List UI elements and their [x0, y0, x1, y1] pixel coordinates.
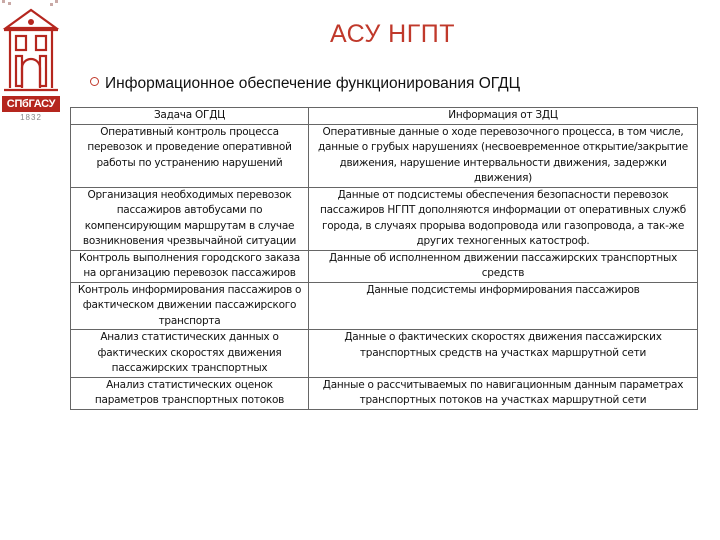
task-cell: Оперативный контроль процесса перевозок и проведение оперативной работы по устранению нарушений [71, 124, 309, 187]
task-cell: Контроль выполнения городского заказа на организацию перевозок пассажиров [71, 250, 309, 282]
column-header: Задача ОГДЦ [71, 108, 309, 125]
task-cell: Анализ статистических данных о фактических скоростях движения пассажирских транспортных [71, 330, 309, 378]
subtitle [90, 75, 520, 93]
info-cell: Данные подсистемы информирования пассажиров [309, 282, 698, 330]
university-building-logo [2, 0, 60, 100]
info-cell: Данные о рассчитываемых по навигационным данным параметрах транспортных потоков на участках маршрутной сети [309, 377, 698, 409]
table-row [71, 282, 698, 330]
task-cell: Контроль информирования пассажиров о фактическом движении пассажирского транспорта [71, 282, 309, 330]
logo-wordmark: СПбГАСУ [2, 96, 60, 112]
info-cell: Данные о фактических скоростях движения пассажирских транспортных средств на участках маршрутной сети [309, 330, 698, 378]
table-row [71, 124, 698, 187]
info-cell: Данные от подсистемы обеспечения безопасности перевозок пассажиров НГПТ дополняются информации от оперативных служб города, в случаях прорыва водопровода или газопровода, а так-же других техногенных катостроф. [309, 187, 698, 250]
info-cell: Данные об исполненном движении пассажирских транспортных средств [309, 250, 698, 282]
page-title: АСУ НГПТ [330, 20, 456, 48]
task-cell: Организация необходимых перевозок пассажиров автобусами по компенсирующим маршрутам в случае возникновения чрезвычайной ситуации [71, 187, 309, 250]
task-cell: Анализ статистических оценок параметров транспортных потоков [71, 377, 309, 409]
table-row [71, 377, 698, 409]
logo-year: 1832 [20, 113, 42, 122]
ring-bullet-icon [90, 77, 99, 86]
column-header: Информация от ЗДЦ [309, 108, 698, 125]
table-header-row [71, 108, 698, 125]
info-cell: Оперативные данные о ходе перевозочного процесса, в том числе, данные о грубых нарушениях (несвоевременное открытие/закрытие движения, нарушение интервальности движения, задержки движения) [309, 124, 698, 187]
info-table [70, 107, 698, 410]
table-row [71, 250, 698, 282]
table-row [71, 330, 698, 378]
table-row [71, 187, 698, 250]
subtitle-text: Информационное обеспечение функционирования ОГДЦ [105, 75, 521, 92]
